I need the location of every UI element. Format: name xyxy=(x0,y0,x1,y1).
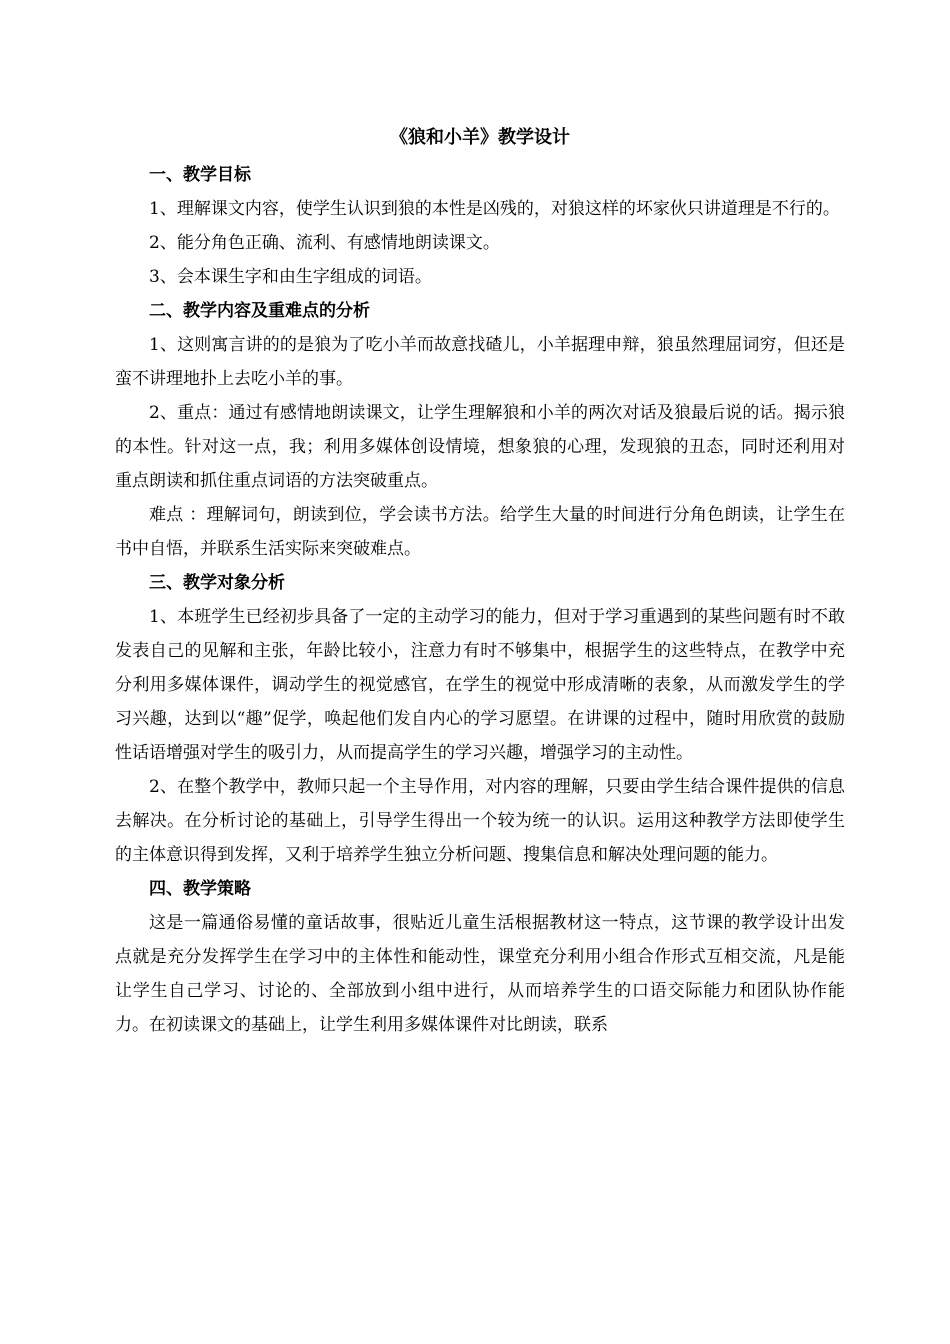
section-heading: 二、教学内容及重难点的分析 xyxy=(149,301,370,321)
paragraph: 1、理解课文内容，使学生认识到狼的本性是凶残的，对狼这样的坏家伙只讲道理是不行的。 xyxy=(149,199,840,219)
paragraph: 1、这则寓言讲的的是狼为了吃小羊而故意找碴儿，小羊据理申辩，狼虽然理屈词穷，但还是蛮不讲理地扑上去吃小羊的事。 xyxy=(115,335,845,389)
paragraph: 2、在整个教学中，教师只起一个主导作用，对内容的理解，只要由学生结合课件提供的信息去解决。在分析讨论的基础上，引导学生得出一个较为统一的认识。运用这种教学方法即使学生的主体意识得到发挥，又利于培养学生独立分析问题、搜集信息和解决处理问题的能力。 xyxy=(115,777,845,865)
paragraph: 2、能分角色正确、流利、有感情地朗读课文。 xyxy=(149,233,500,253)
paragraph: 难点 ：理解词句，朗读到位，学会读书方法。给学生大量的时间进行分角色朗读，让学生在书中自悟，并联系生活实际来突破难点。 xyxy=(115,505,845,559)
section-content-analysis xyxy=(115,294,845,566)
paragraph: 这是一篇通俗易懂的童话故事，很贴近儿童生活根据教材这一特点，这节课的教学设计出发点就是充分发挥学生在学习中的主体性和能动性，课堂充分利用小组合作形式互相交流，凡是能让学生自己学习、讨论的、全部放到小组中进行，从而培养学生的口语交际能力和团队协作能力。在初读课文的基础上，让学生利用多媒体课件对比朗读，联系 xyxy=(115,913,845,1035)
paragraph: 1、本班学生已经初步具备了一定的主动学习的能力，但对于学习重遇到的某些问题有时不敢发表自己的见解和主张，年龄比较小，注意力有时不够集中，根据学生的这些特点，在教学中充分利用多媒体课件，调动学生的视觉感官，在学生的视觉中形成清晰的表象，从而激发学生的学习兴趣，达到以“趣”促学，唤起他们发自内心的学习愿望。在讲课的过程中，随时用欣赏的鼓励性话语增强对学生的吸引力，从而提高学生的学习兴趣，增强学习的主动性。 xyxy=(115,607,845,763)
section-heading: 四、教学策略 xyxy=(149,879,251,899)
section-heading: 三、教学对象分析 xyxy=(149,573,285,593)
paragraph: 2、重点：通过有感情地朗读课文，让学生理解狼和小羊的两次对话及狼最后说的话。揭示狼的本性。针对这一点，我；利用多媒体创设情境，想象狼的心理，发现狼的丑态，同时还利用对重点朗读和抓住重点词语的方法突破重点。 xyxy=(115,403,845,491)
section-objectives xyxy=(115,158,845,294)
document-title: 《狼和小羊》教学设计 xyxy=(390,127,570,148)
section-student-analysis xyxy=(115,566,845,872)
paragraph: 3、会本课生字和由生字组成的词语。 xyxy=(149,267,432,287)
section-heading: 一、教学目标 xyxy=(149,165,251,185)
section-strategy xyxy=(115,872,845,1042)
document-page xyxy=(115,118,845,1042)
